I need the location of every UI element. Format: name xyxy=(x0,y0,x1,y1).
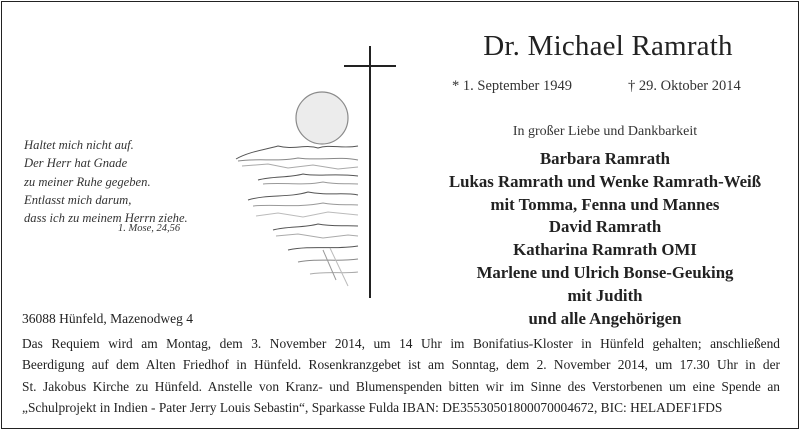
mourners-intro: In großer Liebe und Dankbarkeit xyxy=(512,124,698,139)
sun-icon xyxy=(296,92,348,144)
notice-line: Beerdigung auf dem Alten Friedhof in Hünfeld. Rosenkranzgebet ist am Sonntag, dem 2. November 2014, um 17.30 Uhr in der xyxy=(22,357,780,373)
poem-line: Haltet mich nicht auf. xyxy=(24,138,134,152)
death-date: † 29. Oktober 2014 xyxy=(628,78,741,94)
poem-line: Entlasst mich darum, xyxy=(24,192,132,207)
mourner-line: Lukas Ramrath und Wenke Ramrath-Weiß xyxy=(448,171,762,191)
poem xyxy=(24,136,224,227)
mourner-line: David Ramrath xyxy=(548,217,662,237)
cross-landscape-illustration xyxy=(218,40,418,302)
poem-line: dass ich zu meinem Herrn ziehe. xyxy=(24,211,188,226)
birth-date: * 1. September 1949 xyxy=(452,78,573,94)
poem-source: 1. Mose, 24,56 xyxy=(118,223,181,234)
notice-line: Das Requiem wird am Montag, dem 3. November 2014, um 14 Uhr im Bonifatius-Kloster in Hünfeld gehalten; anschließend xyxy=(22,336,780,351)
notice-line: „Schulprojekt in Indien - Pater Jerry Louis Sebastin“, Sparkasse Fulda IBAN: DE35530501800070004672, BIC: HELADEF1FDS xyxy=(22,399,723,415)
notice-line: St. Jakobus Kirche zu Hünfeld. Anstelle von Kranz- und Blumenspenden bitten wir im Sinne des Verstorbenen um eine Spende an xyxy=(22,378,780,394)
mourner-line: mit Tomma, Fenna und Mannes xyxy=(490,194,720,214)
poem-line: zu meiner Ruhe gegeben. xyxy=(24,174,151,189)
mourner-line: Barbara Ramrath xyxy=(539,149,671,168)
family-address: 36088 Hünfeld, Mazenodweg 4 xyxy=(22,311,193,326)
mourner-line: Marlene und Ulrich Bonse-Geuking xyxy=(476,262,734,282)
mourner-line: mit Judith xyxy=(567,285,643,305)
funeral-notice xyxy=(22,333,780,418)
deceased-name: Dr. Michael Ramrath xyxy=(483,30,733,62)
mourner-line: und alle Angehörigen xyxy=(528,308,682,328)
poem-line: Der Herr hat Gnade xyxy=(24,156,128,171)
mourner-line: Katharina Ramrath OMI xyxy=(513,240,697,260)
cross-icon xyxy=(344,46,396,298)
mourners-list xyxy=(425,148,785,330)
